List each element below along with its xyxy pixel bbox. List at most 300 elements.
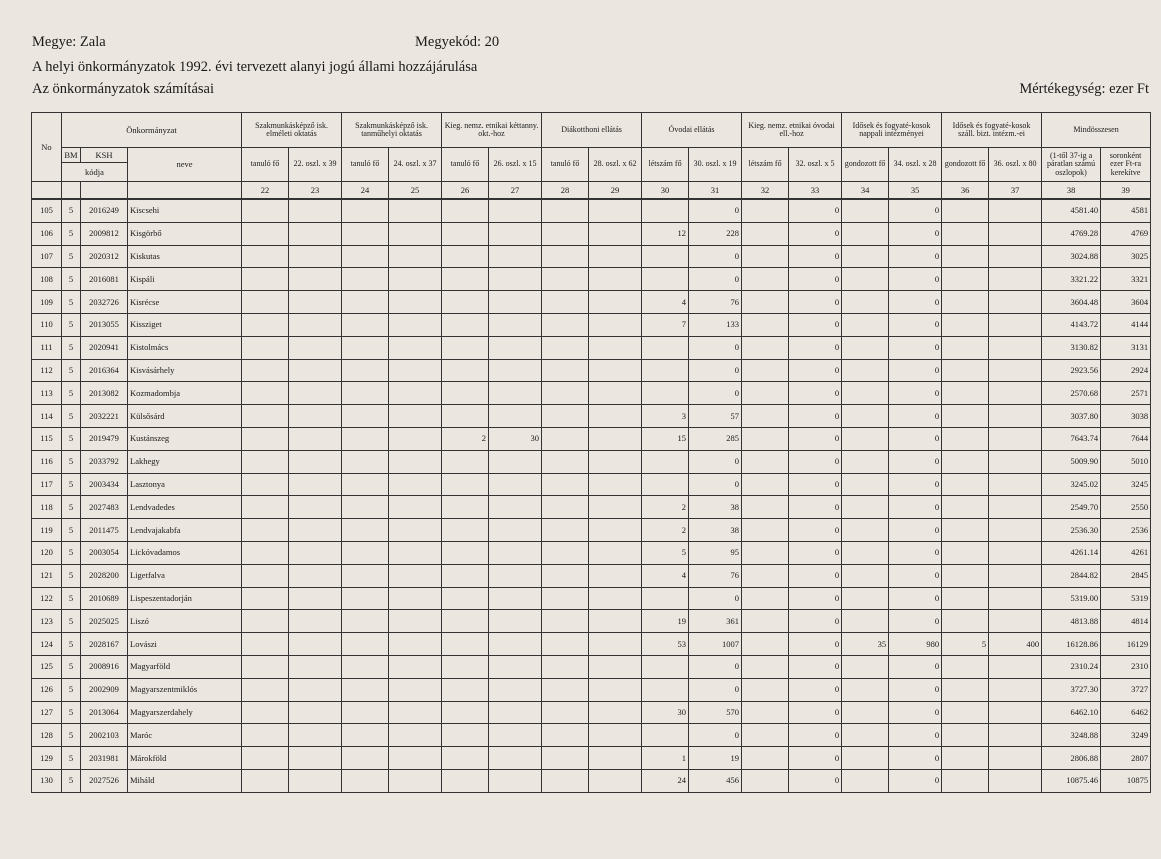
cell-col-26 bbox=[442, 291, 489, 314]
cell-col-23 bbox=[289, 655, 342, 678]
cell-col-30 bbox=[642, 678, 689, 701]
row-number: 126 bbox=[32, 678, 62, 701]
cell-col-26 bbox=[442, 222, 489, 245]
row-number: 110 bbox=[32, 313, 62, 336]
cell-col-24 bbox=[342, 633, 389, 656]
cell-col-27 bbox=[489, 564, 542, 587]
municipality-name: Magyarszerdahely bbox=[128, 701, 242, 724]
col-number-26: 26 bbox=[442, 182, 489, 200]
cell-col-32 bbox=[742, 678, 789, 701]
cell-col-36 bbox=[942, 268, 989, 291]
cell-col-36 bbox=[942, 222, 989, 245]
row-number: 125 bbox=[32, 655, 62, 678]
cell-col-30: 5 bbox=[642, 541, 689, 564]
cell-col-37 bbox=[989, 245, 1042, 268]
cell-col-25 bbox=[389, 747, 442, 770]
cell-col-32 bbox=[742, 496, 789, 519]
ksh-code: 2027483 bbox=[81, 496, 128, 519]
cell-col-36 bbox=[942, 450, 989, 473]
unit-label: Mértékegység: ezer Ft bbox=[1019, 81, 1149, 97]
cell-col-23 bbox=[289, 724, 342, 747]
sub-header-26: tanuló fő bbox=[442, 148, 489, 182]
cell-col-38: 2844.82 bbox=[1042, 564, 1101, 587]
cell-col-31: 0 bbox=[689, 587, 742, 610]
cell-col-30 bbox=[642, 473, 689, 496]
cell-col-38: 16128.86 bbox=[1042, 633, 1101, 656]
cell-col-31: 361 bbox=[689, 610, 742, 633]
cell-col-31: 0 bbox=[689, 359, 742, 382]
cell-col-30: 12 bbox=[642, 222, 689, 245]
cell-col-28 bbox=[542, 245, 589, 268]
cell-col-34 bbox=[842, 450, 889, 473]
cell-col-29 bbox=[589, 587, 642, 610]
cell-col-29 bbox=[589, 382, 642, 405]
cell-col-35: 0 bbox=[889, 359, 942, 382]
row-number: 123 bbox=[32, 610, 62, 633]
table-row bbox=[32, 610, 1151, 633]
group-header-1: Szakmunkásképző isk. elméleti oktatás bbox=[242, 113, 342, 148]
cell-col-38: 2549.70 bbox=[1042, 496, 1101, 519]
table-row bbox=[32, 747, 1151, 770]
cell-col-30 bbox=[642, 450, 689, 473]
cell-col-32 bbox=[742, 450, 789, 473]
cell-col-29 bbox=[589, 655, 642, 678]
cell-col-27 bbox=[489, 496, 542, 519]
cell-col-39: 3038 bbox=[1101, 405, 1151, 428]
cell-col-27 bbox=[489, 245, 542, 268]
sub-header-30: létszám fő bbox=[642, 148, 689, 182]
cell-col-25 bbox=[389, 450, 442, 473]
cell-col-38: 3024.88 bbox=[1042, 245, 1101, 268]
cell-col-35: 0 bbox=[889, 678, 942, 701]
table-row bbox=[32, 245, 1151, 268]
cell-col-32 bbox=[742, 222, 789, 245]
col-number-25: 25 bbox=[389, 182, 442, 200]
cell-col-24 bbox=[342, 405, 389, 428]
cell-col-33: 0 bbox=[789, 655, 842, 678]
row-number: 105 bbox=[32, 199, 62, 222]
cell-col-27: 30 bbox=[489, 427, 542, 450]
cell-col-38: 2310.24 bbox=[1042, 655, 1101, 678]
bm-code: 5 bbox=[62, 496, 81, 519]
ksh-code: 2003434 bbox=[81, 473, 128, 496]
cell-col-31: 57 bbox=[689, 405, 742, 428]
cell-col-34 bbox=[842, 587, 889, 610]
table-row bbox=[32, 268, 1151, 291]
row-number: 117 bbox=[32, 473, 62, 496]
cell-col-22 bbox=[242, 541, 289, 564]
cell-col-33: 0 bbox=[789, 291, 842, 314]
ksh-code: 2028200 bbox=[81, 564, 128, 587]
cell-col-24 bbox=[342, 382, 389, 405]
cell-col-27 bbox=[489, 633, 542, 656]
table-body bbox=[32, 199, 1151, 792]
document-title: A helyi önkormányzatok 1992. évi tervezett alanyi jogú állami hozzájárulása bbox=[32, 59, 478, 75]
row-number: 128 bbox=[32, 724, 62, 747]
table-row bbox=[32, 336, 1151, 359]
cell-col-27 bbox=[489, 359, 542, 382]
bm-code: 5 bbox=[62, 245, 81, 268]
municipality-name: Lasztonya bbox=[128, 473, 242, 496]
cell-col-24 bbox=[342, 587, 389, 610]
cell-col-27 bbox=[489, 450, 542, 473]
cell-col-33: 0 bbox=[789, 336, 842, 359]
cell-col-39: 10875 bbox=[1101, 769, 1151, 792]
bm-code: 5 bbox=[62, 587, 81, 610]
cell-col-36 bbox=[942, 610, 989, 633]
cell-col-31: 0 bbox=[689, 724, 742, 747]
cell-col-26 bbox=[442, 564, 489, 587]
cell-col-34 bbox=[842, 519, 889, 542]
cell-col-39: 2536 bbox=[1101, 519, 1151, 542]
cell-col-27 bbox=[489, 769, 542, 792]
cell-col-25 bbox=[389, 610, 442, 633]
cell-col-34 bbox=[842, 473, 889, 496]
cell-col-36 bbox=[942, 769, 989, 792]
cell-col-23 bbox=[289, 268, 342, 291]
cell-col-24 bbox=[342, 268, 389, 291]
cell-col-37 bbox=[989, 747, 1042, 770]
cell-col-38: 5009.90 bbox=[1042, 450, 1101, 473]
cell-col-25 bbox=[389, 268, 442, 291]
cell-col-39: 5010 bbox=[1101, 450, 1151, 473]
cell-col-30 bbox=[642, 199, 689, 222]
cell-col-27 bbox=[489, 313, 542, 336]
cell-col-22 bbox=[242, 405, 289, 428]
cell-col-36 bbox=[942, 313, 989, 336]
cell-col-38: 4143.72 bbox=[1042, 313, 1101, 336]
ksh-code: 2009812 bbox=[81, 222, 128, 245]
table-row bbox=[32, 450, 1151, 473]
cell-col-33: 0 bbox=[789, 359, 842, 382]
cell-col-33: 0 bbox=[789, 701, 842, 724]
ksh-code: 2002909 bbox=[81, 678, 128, 701]
cell-col-27 bbox=[489, 587, 542, 610]
row-number: 127 bbox=[32, 701, 62, 724]
table-row bbox=[32, 405, 1151, 428]
municipality-name: Kiskutas bbox=[128, 245, 242, 268]
cell-col-26 bbox=[442, 541, 489, 564]
cell-col-31: 76 bbox=[689, 564, 742, 587]
cell-col-23 bbox=[289, 382, 342, 405]
cell-col-24 bbox=[342, 336, 389, 359]
ksh-code: 2013064 bbox=[81, 701, 128, 724]
cell-col-39: 6462 bbox=[1101, 701, 1151, 724]
cell-col-24 bbox=[342, 655, 389, 678]
cell-col-33: 0 bbox=[789, 678, 842, 701]
cell-col-28 bbox=[542, 473, 589, 496]
cell-col-22 bbox=[242, 336, 289, 359]
table-row bbox=[32, 519, 1151, 542]
cell-col-36 bbox=[942, 701, 989, 724]
sub-header-28: tanuló fő bbox=[542, 148, 589, 182]
cell-col-22 bbox=[242, 222, 289, 245]
cell-col-27 bbox=[489, 268, 542, 291]
group-header-9: Mindösszesen bbox=[1042, 113, 1151, 148]
cell-col-23 bbox=[289, 336, 342, 359]
cell-col-36 bbox=[942, 519, 989, 542]
cell-col-31: 285 bbox=[689, 427, 742, 450]
cell-col-38: 3727.30 bbox=[1042, 678, 1101, 701]
municipality-name: Kozmadombja bbox=[128, 382, 242, 405]
cell-col-37 bbox=[989, 199, 1042, 222]
cell-col-32 bbox=[742, 473, 789, 496]
cell-col-28 bbox=[542, 587, 589, 610]
cell-col-29 bbox=[589, 473, 642, 496]
cell-col-32 bbox=[742, 268, 789, 291]
cell-col-36 bbox=[942, 382, 989, 405]
cell-col-32 bbox=[742, 382, 789, 405]
cell-col-27 bbox=[489, 405, 542, 428]
municipality-name: Kispáli bbox=[128, 268, 242, 291]
row-number: 124 bbox=[32, 633, 62, 656]
cell-col-22 bbox=[242, 450, 289, 473]
sub-header-31: 30. oszl. x 19 bbox=[689, 148, 742, 182]
cell-col-24 bbox=[342, 564, 389, 587]
cell-col-26 bbox=[442, 747, 489, 770]
ksh-code: 2032726 bbox=[81, 291, 128, 314]
cell-col-27 bbox=[489, 701, 542, 724]
col-number-34: 34 bbox=[842, 182, 889, 200]
cell-col-32 bbox=[742, 405, 789, 428]
cell-col-23 bbox=[289, 427, 342, 450]
cell-col-35: 0 bbox=[889, 405, 942, 428]
table-row bbox=[32, 633, 1151, 656]
col-number-31: 31 bbox=[689, 182, 742, 200]
cell-col-29 bbox=[589, 747, 642, 770]
cell-col-28 bbox=[542, 268, 589, 291]
cell-col-24 bbox=[342, 541, 389, 564]
col-number-28: 28 bbox=[542, 182, 589, 200]
cell-col-35: 0 bbox=[889, 655, 942, 678]
cell-col-35: 0 bbox=[889, 199, 942, 222]
cell-col-23 bbox=[289, 245, 342, 268]
cell-col-33: 0 bbox=[789, 222, 842, 245]
cell-col-30: 2 bbox=[642, 519, 689, 542]
cell-col-29 bbox=[589, 336, 642, 359]
cell-col-32 bbox=[742, 633, 789, 656]
cell-col-31: 228 bbox=[689, 222, 742, 245]
cell-col-22 bbox=[242, 313, 289, 336]
cell-col-25 bbox=[389, 245, 442, 268]
cell-col-26 bbox=[442, 678, 489, 701]
cell-col-30: 2 bbox=[642, 496, 689, 519]
cell-col-22 bbox=[242, 633, 289, 656]
cell-col-33: 0 bbox=[789, 541, 842, 564]
cell-col-31: 0 bbox=[689, 245, 742, 268]
ksh-code: 2002103 bbox=[81, 724, 128, 747]
cell-col-31: 133 bbox=[689, 313, 742, 336]
cell-col-24 bbox=[342, 473, 389, 496]
bm-code: 5 bbox=[62, 291, 81, 314]
cell-col-33: 0 bbox=[789, 245, 842, 268]
num-blank bbox=[81, 182, 128, 200]
cell-col-32 bbox=[742, 587, 789, 610]
cell-col-38: 10875.46 bbox=[1042, 769, 1101, 792]
table-row bbox=[32, 564, 1151, 587]
cell-col-37 bbox=[989, 769, 1042, 792]
municipality-name: Kisvásárhely bbox=[128, 359, 242, 382]
bm-code: 5 bbox=[62, 473, 81, 496]
municipality-name: Kustánszeg bbox=[128, 427, 242, 450]
cell-col-34 bbox=[842, 496, 889, 519]
cell-col-23 bbox=[289, 587, 342, 610]
cell-col-35: 0 bbox=[889, 747, 942, 770]
cell-col-28 bbox=[542, 564, 589, 587]
cell-col-22 bbox=[242, 769, 289, 792]
group-header-7: Idősek és fogyaté-kosok nappali intézményei bbox=[842, 113, 942, 148]
cell-col-29 bbox=[589, 268, 642, 291]
sub-header-25: 24. oszl. x 37 bbox=[389, 148, 442, 182]
col-number-27: 27 bbox=[489, 182, 542, 200]
cell-col-35: 0 bbox=[889, 769, 942, 792]
municipality-name: Lispeszentadorján bbox=[128, 587, 242, 610]
cell-col-31: 38 bbox=[689, 496, 742, 519]
cell-col-36 bbox=[942, 541, 989, 564]
cell-col-24 bbox=[342, 678, 389, 701]
col-number-29: 29 bbox=[589, 182, 642, 200]
cell-col-22 bbox=[242, 724, 289, 747]
cell-col-32 bbox=[742, 336, 789, 359]
municipality-name: Lendvadedes bbox=[128, 496, 242, 519]
cell-col-25 bbox=[389, 336, 442, 359]
cell-col-24 bbox=[342, 747, 389, 770]
cell-col-38: 6462.10 bbox=[1042, 701, 1101, 724]
cell-col-29 bbox=[589, 496, 642, 519]
ksh-code: 2008916 bbox=[81, 655, 128, 678]
cell-col-39: 4581 bbox=[1101, 199, 1151, 222]
cell-col-33: 0 bbox=[789, 519, 842, 542]
group-header-3: Kieg. nemz. etnikai kéttanny. okt.-hoz bbox=[442, 113, 542, 148]
cell-col-37 bbox=[989, 496, 1042, 519]
cell-col-36 bbox=[942, 747, 989, 770]
cell-col-26 bbox=[442, 496, 489, 519]
cell-col-26 bbox=[442, 450, 489, 473]
cell-col-26 bbox=[442, 610, 489, 633]
cell-col-35: 0 bbox=[889, 610, 942, 633]
cell-col-29 bbox=[589, 359, 642, 382]
cell-col-26 bbox=[442, 587, 489, 610]
cell-col-29 bbox=[589, 199, 642, 222]
cell-col-39: 3321 bbox=[1101, 268, 1151, 291]
col-number-39: 39 bbox=[1101, 182, 1151, 200]
cell-col-36 bbox=[942, 655, 989, 678]
cell-col-28 bbox=[542, 291, 589, 314]
cell-col-22 bbox=[242, 268, 289, 291]
cell-col-25 bbox=[389, 359, 442, 382]
cell-col-33: 0 bbox=[789, 610, 842, 633]
municipality-name: Lendvajakabfa bbox=[128, 519, 242, 542]
cell-col-37 bbox=[989, 473, 1042, 496]
cell-col-37 bbox=[989, 541, 1042, 564]
cell-col-30 bbox=[642, 587, 689, 610]
cell-col-37 bbox=[989, 222, 1042, 245]
cell-col-33: 0 bbox=[789, 382, 842, 405]
cell-col-22 bbox=[242, 245, 289, 268]
cell-col-33: 0 bbox=[789, 450, 842, 473]
cell-col-37 bbox=[989, 564, 1042, 587]
sub-header-38: (1-től 37-ig a páratlan számú oszlopok) bbox=[1042, 148, 1101, 182]
bm-code: 5 bbox=[62, 313, 81, 336]
row-number: 119 bbox=[32, 519, 62, 542]
cell-col-26 bbox=[442, 769, 489, 792]
cell-col-27 bbox=[489, 724, 542, 747]
cell-col-29 bbox=[589, 450, 642, 473]
cell-col-32 bbox=[742, 541, 789, 564]
cell-col-37 bbox=[989, 382, 1042, 405]
cell-col-22 bbox=[242, 701, 289, 724]
cell-col-22 bbox=[242, 587, 289, 610]
cell-col-24 bbox=[342, 199, 389, 222]
municipality-name: Magyarszentmiklós bbox=[128, 678, 242, 701]
cell-col-35: 0 bbox=[889, 268, 942, 291]
cell-col-33: 0 bbox=[789, 313, 842, 336]
cell-col-30: 3 bbox=[642, 405, 689, 428]
bm-code: 5 bbox=[62, 405, 81, 428]
municipality-name: Kissziget bbox=[128, 313, 242, 336]
cell-col-28 bbox=[542, 747, 589, 770]
row-number: 116 bbox=[32, 450, 62, 473]
cell-col-22 bbox=[242, 359, 289, 382]
cell-col-32 bbox=[742, 359, 789, 382]
data-table bbox=[31, 112, 1151, 793]
col-neve: neve bbox=[128, 148, 242, 182]
cell-col-29 bbox=[589, 769, 642, 792]
table-row bbox=[32, 382, 1151, 405]
ksh-code: 2016249 bbox=[81, 199, 128, 222]
cell-col-30: 4 bbox=[642, 564, 689, 587]
sub-header-27: 26. oszl. x 15 bbox=[489, 148, 542, 182]
cell-col-27 bbox=[489, 519, 542, 542]
ksh-code: 2016364 bbox=[81, 359, 128, 382]
cell-col-29 bbox=[589, 541, 642, 564]
cell-col-23 bbox=[289, 291, 342, 314]
cell-col-27 bbox=[489, 655, 542, 678]
municipality-name: Magyarföld bbox=[128, 655, 242, 678]
cell-col-30: 24 bbox=[642, 769, 689, 792]
cell-col-23 bbox=[289, 678, 342, 701]
cell-col-29 bbox=[589, 313, 642, 336]
cell-col-38: 3321.22 bbox=[1042, 268, 1101, 291]
municipality-name: Maróc bbox=[128, 724, 242, 747]
cell-col-32 bbox=[742, 724, 789, 747]
cell-col-38: 3037.80 bbox=[1042, 405, 1101, 428]
cell-col-35: 0 bbox=[889, 427, 942, 450]
cell-col-24 bbox=[342, 291, 389, 314]
table-row bbox=[32, 541, 1151, 564]
cell-col-27 bbox=[489, 222, 542, 245]
cell-col-37 bbox=[989, 405, 1042, 428]
col-number-24: 24 bbox=[342, 182, 389, 200]
bm-code: 5 bbox=[62, 268, 81, 291]
cell-col-25 bbox=[389, 701, 442, 724]
row-number: 109 bbox=[32, 291, 62, 314]
cell-col-23 bbox=[289, 405, 342, 428]
cell-col-29 bbox=[589, 405, 642, 428]
cell-col-24 bbox=[342, 519, 389, 542]
row-number: 111 bbox=[32, 336, 62, 359]
bm-code: 5 bbox=[62, 610, 81, 633]
row-number: 129 bbox=[32, 747, 62, 770]
cell-col-29 bbox=[589, 245, 642, 268]
row-number: 118 bbox=[32, 496, 62, 519]
cell-col-37 bbox=[989, 450, 1042, 473]
cell-col-24 bbox=[342, 496, 389, 519]
cell-col-39: 2550 bbox=[1101, 496, 1151, 519]
cell-col-22 bbox=[242, 655, 289, 678]
cell-col-31: 1007 bbox=[689, 633, 742, 656]
cell-col-27 bbox=[489, 291, 542, 314]
